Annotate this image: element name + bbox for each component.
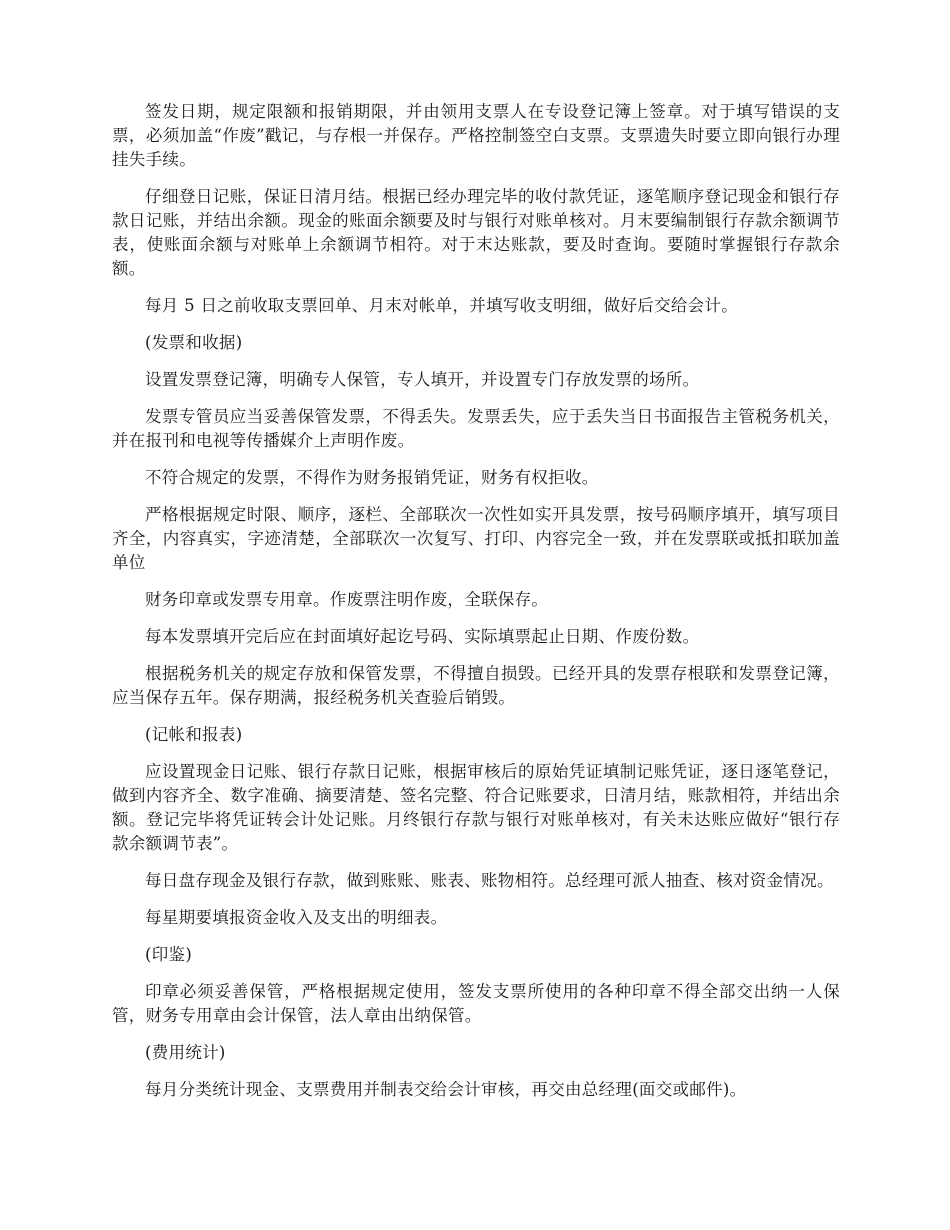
paragraph-check-issuance: 签发日期，规定限额和报销期限，并由领用支票人在专设登记簿上签章。对于填写错误的支票，必须加盖“作废”戳记，与存根一并保存。严格控制签空白支票。支票遗失时要立即向银行办理挂失手续。: [112, 102, 840, 169]
paragraph-invoice-issuing: 严格根据规定时限、顺序，逐栏、全部联次一次性如实开具发票，按号码顺序填开，填写项目齐全，内容真实，字迹清楚，全部联次一次复写、打印、内容完全一致，并在发票联或抵扣联加盖单位: [112, 505, 840, 572]
paragraph-invoice-cover: 每本发票填开完后应在封面填好起讫号码、实际填票起止日期、作废份数。: [145, 627, 700, 646]
paragraph-seal-custody: 印章必须妥善保管，严格根据规定使用，签发支票所使用的各种印章不得全部交出纳一人保管，财务专用章由会计保管，法人章由出纳保管。: [112, 982, 840, 1025]
paragraph-daily-inventory: 每日盘存现金及银行存款，做到账账、账表、账物相符。总经理可派人抽查、核对资金情况。: [145, 871, 834, 890]
paragraph-journal-entry: 仔细登日记账，保证日清月结。根据已经办理完毕的收付款凭证，逐笔顺序登记现金和银行存款日记账，并结出余额。现金的账面余额要及时与银行对账单核对。月末要编制银行存款余额调节表，使账面余额与对账单上余额调节相符。对于末达账款，要及时查询。要随时掌握银行存款余额。: [112, 187, 840, 278]
paragraph-weekly-report: 每星期要填报资金收入及支出的明细表。: [145, 908, 448, 927]
paragraph-invalid-invoices: 不符合规定的发票，不得作为财务报销凭证，财务有权拒收。: [145, 468, 599, 487]
section-heading-expenses: (费用统计): [145, 1043, 226, 1062]
paragraph-journals: 应设置现金日记账、银行存款日记账，根据审核后的原始凭证填制记账凭证，逐日逐笔登记，做到内容齐全、数字准确、摘要清楚、签名完整、符合记账要求，日清月结，账款相符，并结出余额。登记完毕将凭证转会计处记账。月终银行存款与银行对账单核对，有关未达账应做好“银行存款余额调节表”。: [112, 762, 840, 853]
paragraph-invoice-custodian: 发票专管员应当妥善保管发票，不得丢失。发票丢失，应于丢失当日书面报告主管税务机关，并在报刊和电视等传播媒介上声明作废。: [112, 407, 840, 450]
section-heading-bookkeeping: (记帐和报表): [145, 725, 243, 744]
paragraph-invoice-register: 设置发票登记簿，明确专人保管，专人填开，并设置专门存放发票的场所。: [145, 370, 700, 389]
paragraph-invoice-storage: 根据税务机关的规定存放和保管发票，不得擅自损毁。已经开具的发票存根联和发票登记簿，应当保存五年。保存期满，报经税务机关查验后销毁。: [112, 664, 840, 707]
section-heading-seals: (印鉴): [145, 945, 193, 964]
section-heading-invoices: (发票和收据): [145, 333, 243, 352]
paragraph-invoice-seal: 财务印章或发票专用章。作废票注明作废，全联保存。: [145, 590, 549, 609]
document-body: [112, 100, 840, 1115]
paragraph-expense-stats: 每月分类统计现金、支票费用并制表交给会计审核，再交由总经理(面交或邮件)。: [145, 1080, 747, 1099]
paragraph-monthly-receipts: 每月 5 日之前收取支票回单、月末对帐单，并填写收支明细，做好后交给会计。: [145, 296, 739, 315]
